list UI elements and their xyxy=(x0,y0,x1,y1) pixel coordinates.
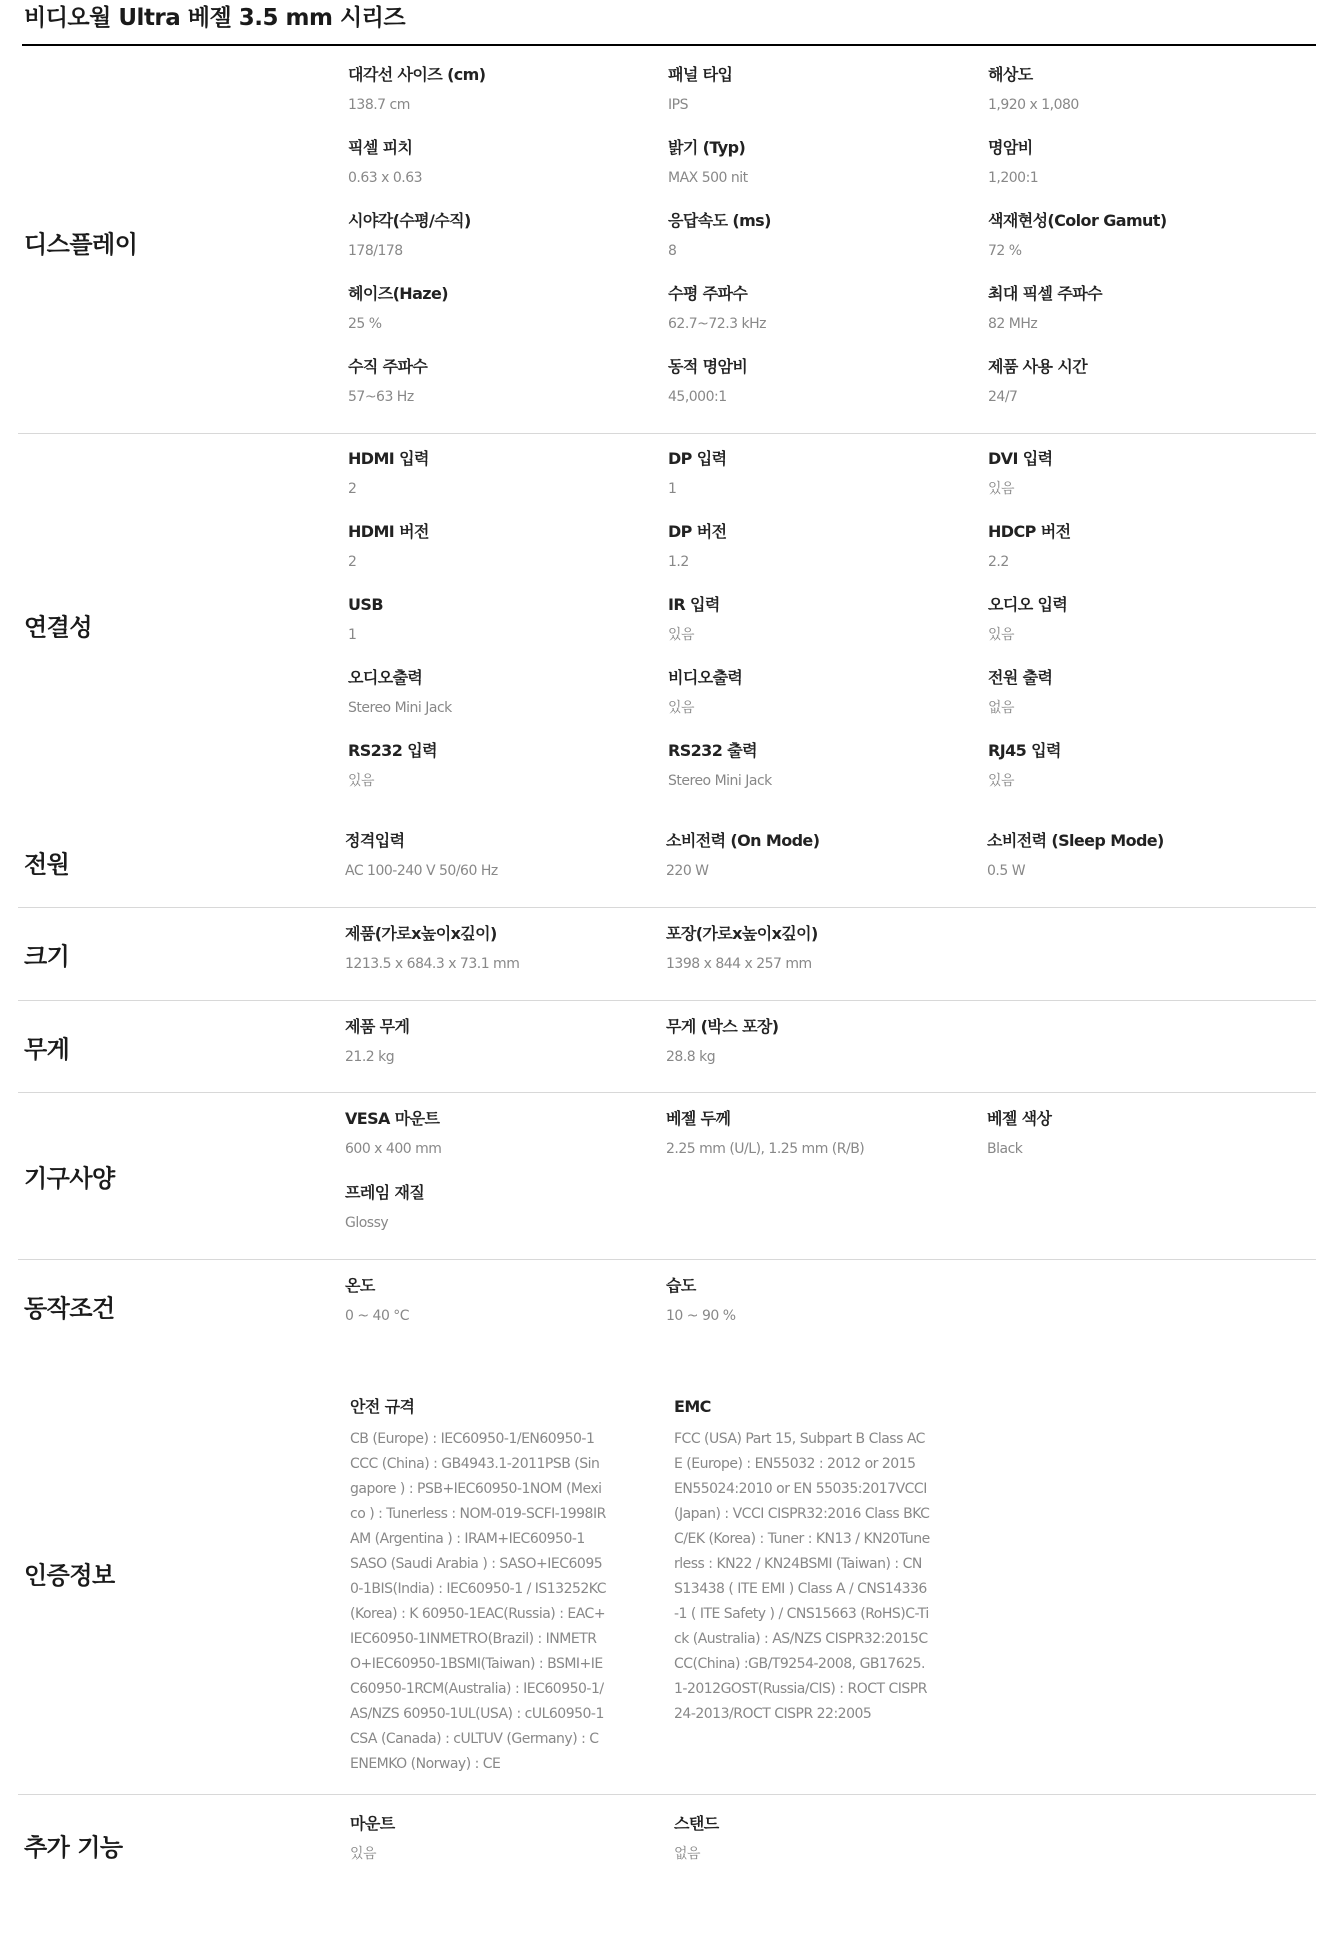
spec-item xyxy=(345,923,645,974)
spec-item xyxy=(668,521,968,572)
spec-label: 베젤 두께 xyxy=(666,1109,731,1128)
spec-item xyxy=(988,64,1288,115)
spec-label: 제품 사용 시간 xyxy=(988,357,1088,376)
spec-label: RS232 입력 xyxy=(348,741,437,760)
spec-value: 2 xyxy=(348,554,357,570)
spec-label: IR 입력 xyxy=(668,595,720,614)
spec-label: 응답속도 (ms) xyxy=(668,211,771,230)
spec-value: 10 ~ 90 % xyxy=(666,1308,736,1324)
spec-item xyxy=(668,594,968,645)
spec-value: Glossy xyxy=(345,1215,389,1231)
spec-item xyxy=(668,210,968,261)
spec-label: 수직 주파수 xyxy=(348,357,428,376)
spec-item xyxy=(988,137,1288,188)
section-title: 전원 xyxy=(24,850,70,878)
spec-label: 동적 명암비 xyxy=(668,357,748,376)
spec-value: 1.2 xyxy=(668,554,689,570)
section-title: 디스플레이 xyxy=(24,230,138,258)
spec-item xyxy=(348,740,648,791)
section-title: 인증정보 xyxy=(24,1561,115,1590)
spec-item xyxy=(348,356,648,407)
section-title: 무게 xyxy=(24,1035,70,1063)
spec-item xyxy=(987,830,1287,881)
spec-item xyxy=(345,830,645,881)
spec-value: 있음 xyxy=(988,773,1015,789)
spec-value: 0.5 W xyxy=(987,863,1026,879)
spec-value: 0.63 x 0.63 xyxy=(348,170,423,186)
spec-item xyxy=(348,283,648,334)
spec-value: 8 xyxy=(668,243,677,259)
spec-value: 1213.5 x 684.3 x 73.1 mm xyxy=(345,956,520,972)
spec-label: 명암비 xyxy=(988,138,1033,157)
spec-value: 2.25 mm (U/L), 1.25 mm (R/B) xyxy=(666,1141,865,1157)
spec-value: 25 % xyxy=(348,316,382,332)
spec-value: Stereo Mini Jack xyxy=(348,700,452,716)
spec-label: 픽셀 피치 xyxy=(348,138,413,157)
spec-value: 2 xyxy=(348,481,357,497)
spec-value: 있음 xyxy=(988,481,1015,497)
section-operating xyxy=(18,1260,1316,1352)
section-extra xyxy=(18,1795,1316,1895)
spec-label: EMC xyxy=(674,1397,711,1416)
section-title: 크기 xyxy=(24,942,70,971)
spec-value: IPS xyxy=(668,97,688,113)
spec-label: 밝기 (Typ) xyxy=(668,138,746,157)
spec-value: 1,200:1 xyxy=(988,170,1039,186)
spec-value: 1398 x 844 x 257 mm xyxy=(666,956,812,972)
section-title: 동작조건 xyxy=(24,1294,115,1323)
spec-value: 2.2 xyxy=(988,554,1009,570)
spec-value: 1 xyxy=(668,481,677,497)
spec-value: CB (Europe) : IEC60950-1/EN60950-1 CCC (China) : GB4943.1-2011PSB (Singapore ) : PSB+IEC60950-1NOM (Mexico ) : Tunerless : NOM-019-SCFI-1998IRAM (Argentina ) : IRAM+IEC60950-1 SASO (Saudi Arabia ) : SASO+IEC60950-1BIS(India) : IEC60950-1 / IS13252KC(Korea) : K 60950-1EAC(Russia) : EAC+IEC60950-1INMETRO(Brazil) : INMETRO+IEC60950-1BSMI(Taiwan) : BSMI+IEC60950-1RCM(Australia) : IEC60950-1/AS/NZS 60950-1UL(USA) : cUL60950-1 CSA (Canada) : cULTUV (Germany) : CENEMKO (Norway) : CE xyxy=(350,1431,606,1772)
spec-value: 82 MHz xyxy=(988,316,1038,332)
spec-item xyxy=(987,1108,1287,1159)
spec-item xyxy=(988,210,1288,261)
spec-item xyxy=(348,521,648,572)
spec-label: 베젤 색상 xyxy=(987,1109,1052,1128)
spec-item xyxy=(668,356,968,407)
spec-label: VESA 마운트 xyxy=(345,1109,440,1128)
spec-value: 600 x 400 mm xyxy=(345,1141,442,1157)
spec-label: 최대 픽셀 주파수 xyxy=(988,284,1102,303)
spec-label: 해상도 xyxy=(988,65,1033,84)
spec-label: USB xyxy=(348,595,383,614)
spec-item xyxy=(348,137,648,188)
spec-value: 62.7~72.3 kHz xyxy=(668,316,767,332)
spec-item xyxy=(988,740,1288,791)
page-title: 비디오월 Ultra 베젤 3.5 mm 시리즈 xyxy=(24,5,406,31)
section-connectivity xyxy=(18,434,1316,816)
spec-value: MAX 500 nit xyxy=(668,170,748,186)
spec-label: 제품(가로x높이x깊이) xyxy=(345,924,497,943)
spec-item xyxy=(666,1275,966,1326)
spec-item xyxy=(988,521,1288,572)
spec-item xyxy=(668,64,968,115)
spec-label: 온도 xyxy=(345,1276,375,1295)
section-mechanical xyxy=(18,1093,1316,1260)
spec-label: 프레임 재질 xyxy=(345,1183,425,1202)
spec-item xyxy=(668,448,968,499)
spec-item xyxy=(666,1016,966,1067)
spec-value: 220 W xyxy=(666,863,709,879)
spec-value: 있음 xyxy=(988,627,1015,643)
spec-item xyxy=(666,923,966,974)
spec-label: 정격입력 xyxy=(345,831,405,850)
section-size xyxy=(18,908,1316,1001)
spec-label: DP 입력 xyxy=(668,449,727,468)
section-certification xyxy=(18,1352,1316,1795)
spec-item xyxy=(345,1182,645,1233)
spec-value: Black xyxy=(987,1141,1023,1157)
spec-item xyxy=(988,356,1288,407)
spec-item xyxy=(988,594,1288,645)
spec-value: 0 ~ 40 °C xyxy=(345,1308,410,1324)
spec-value: 있음 xyxy=(348,773,375,789)
spec-value: 있음 xyxy=(668,700,695,716)
spec-item xyxy=(988,283,1288,334)
spec-item xyxy=(348,594,648,645)
spec-label: 안전 규격 xyxy=(350,1397,415,1416)
spec-label: RS232 출력 xyxy=(668,741,757,760)
spec-item xyxy=(348,210,648,261)
spec-item xyxy=(668,137,968,188)
spec-value: 24/7 xyxy=(988,389,1018,405)
spec-label: 수평 주파수 xyxy=(668,284,748,303)
spec-value: 28.8 kg xyxy=(666,1049,716,1065)
spec-value: 없음 xyxy=(674,1846,701,1862)
spec-label: 오디오출력 xyxy=(348,668,423,687)
spec-value: 72 % xyxy=(988,243,1022,259)
spec-label: 오디오 입력 xyxy=(988,595,1068,614)
spec-label: 소비전력 (On Mode) xyxy=(666,831,820,850)
spec-value: 45,000:1 xyxy=(668,389,727,405)
spec-item xyxy=(666,1108,966,1159)
spec-label: HDMI 버전 xyxy=(348,522,429,541)
spec-value: Stereo Mini Jack xyxy=(668,773,772,789)
spec-value: 21.2 kg xyxy=(345,1049,395,1065)
spec-item xyxy=(674,1396,974,1727)
section-title: 기구사양 xyxy=(24,1164,115,1193)
section-power xyxy=(18,816,1316,908)
spec-label: HDMI 입력 xyxy=(348,449,429,468)
spec-label: DVI 입력 xyxy=(988,449,1053,468)
spec-item xyxy=(345,1016,645,1067)
spec-value: AC 100-240 V 50/60 Hz xyxy=(345,863,498,879)
spec-value: 1,920 x 1,080 xyxy=(988,97,1079,113)
section-title: 추가 기능 xyxy=(24,1833,123,1862)
spec-item xyxy=(348,667,648,718)
spec-item xyxy=(988,667,1288,718)
spec-label: 포장(가로x높이x깊이) xyxy=(666,924,818,943)
spec-label: DP 버전 xyxy=(668,522,727,541)
section-weight xyxy=(18,1001,1316,1093)
spec-label: 제품 무게 xyxy=(345,1017,410,1036)
spec-item xyxy=(666,830,966,881)
spec-label: 색재현성(Color Gamut) xyxy=(988,211,1167,230)
spec-label: 비디오출력 xyxy=(668,668,743,687)
spec-item xyxy=(350,1396,650,1777)
spec-value: 57~63 Hz xyxy=(348,389,414,405)
spec-label: 무게 (박스 포장) xyxy=(666,1017,779,1036)
spec-item xyxy=(668,283,968,334)
spec-item xyxy=(348,448,648,499)
spec-label: HDCP 버전 xyxy=(988,522,1071,541)
spec-value: 없음 xyxy=(988,700,1015,716)
spec-label: 전원 출력 xyxy=(988,668,1053,687)
spec-value: 있음 xyxy=(350,1846,377,1862)
title-divider xyxy=(22,44,1316,46)
spec-label: 헤이즈(Haze) xyxy=(348,284,448,303)
spec-label: 시야각(수평/수직) xyxy=(348,211,471,230)
spec-value: 있음 xyxy=(668,627,695,643)
spec-item xyxy=(674,1813,974,1864)
spec-label: RJ45 입력 xyxy=(988,741,1061,760)
spec-item xyxy=(345,1108,645,1159)
section-title: 연결성 xyxy=(24,613,93,642)
spec-item xyxy=(988,448,1288,499)
spec-label: 습도 xyxy=(666,1276,696,1295)
spec-item xyxy=(348,64,648,115)
spec-item xyxy=(345,1275,645,1326)
spec-value: 138.7 cm xyxy=(348,97,410,113)
spec-label: 마운트 xyxy=(350,1814,395,1833)
spec-value: 1 xyxy=(348,627,357,643)
spec-label: 스탠드 xyxy=(674,1814,719,1833)
spec-label: 대각선 사이즈 (cm) xyxy=(348,65,486,84)
spec-label: 패널 타입 xyxy=(668,65,733,84)
spec-item xyxy=(668,740,968,791)
spec-value: 178/178 xyxy=(348,243,403,259)
section-display xyxy=(18,50,1316,434)
spec-label: 소비전력 (Sleep Mode) xyxy=(987,831,1164,850)
spec-item xyxy=(350,1813,650,1864)
spec-item xyxy=(668,667,968,718)
spec-value: FCC (USA) Part 15, Subpart B Class ACE (Europe) : EN55032 : 2012 or 2015 EN55024:2010 or EN 55035:2017VCCI (Japan) : VCCI CISPR32:2016 Class BKCC/EK (Korea) : Tuner : KN13 / KN20Tunerless : KN22 / KN24BSMI (Taiwan) : CNS13438 ( ITE EMI ) Class A / CNS14336-1 ( ITE Safety ) / CNS15663 (RoHS)C-Tick (Australia) : AS/NZS CISPR32:2015CCC(China) :GB/T9254-2008, GB17625.1-2012GOST(Russia/CIS) : ROCT CISPR 24-2013/ROCT CISPR 22:2005 xyxy=(674,1431,930,1722)
